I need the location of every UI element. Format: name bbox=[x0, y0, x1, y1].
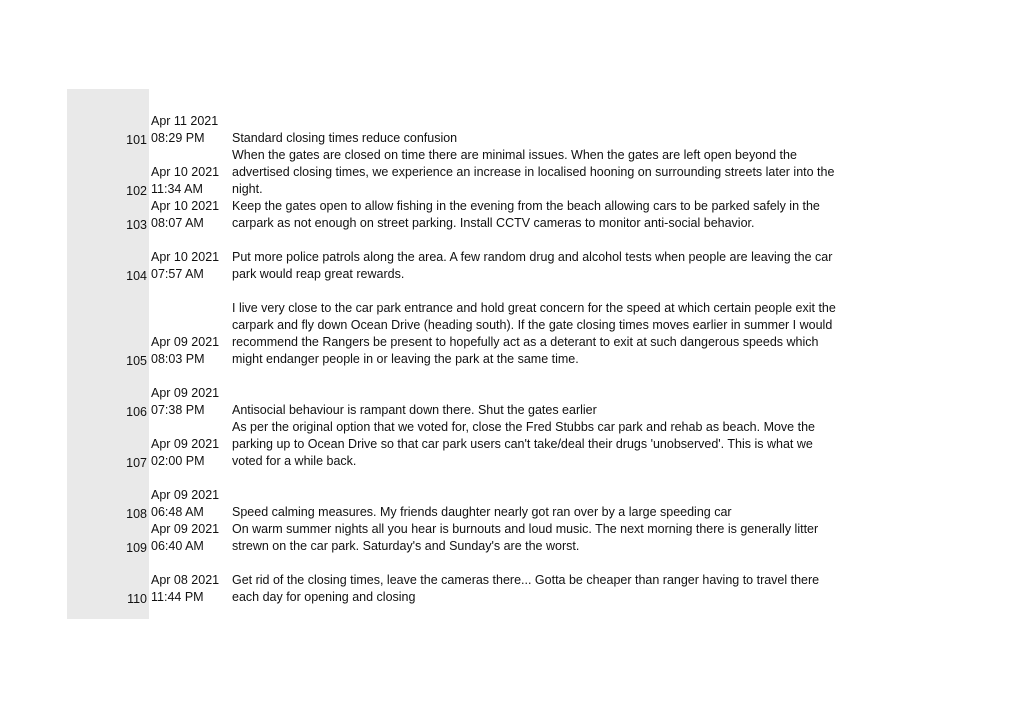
table-row bbox=[67, 572, 967, 606]
comment-date: Apr 09 2021 bbox=[151, 335, 220, 349]
comment-text bbox=[232, 504, 892, 521]
comment-line: Keep the gates open to allow fishing in the evening from the beach allowing cars to be parked safely in the bbox=[232, 199, 820, 213]
comment-time: 07:38 PM bbox=[151, 403, 205, 417]
comment-date: Apr 09 2021 bbox=[151, 437, 220, 451]
comment-date: Apr 09 2021 bbox=[151, 522, 220, 536]
table-row bbox=[67, 385, 967, 419]
comment-time: 06:48 AM bbox=[151, 505, 204, 519]
comment-text bbox=[232, 521, 892, 555]
comment-time: 08:03 PM bbox=[151, 352, 205, 366]
comment-line: advertised closing times, we experience an increase in localised hooning on surrounding streets later into the bbox=[232, 165, 835, 179]
row-number: 101 bbox=[126, 133, 147, 147]
row-number: 110 bbox=[127, 592, 147, 606]
table-row bbox=[67, 113, 967, 147]
row-number: 108 bbox=[126, 507, 147, 521]
comment-text bbox=[232, 419, 892, 470]
row-number: 107 bbox=[126, 456, 147, 470]
comment-line: On warm summer nights all you hear is burnouts and loud music. The next morning there is generally litter bbox=[232, 522, 819, 536]
comment-line: I live very close to the car park entrance and hold great concern for the speed at which certain people exit the bbox=[232, 301, 836, 315]
comment-text bbox=[232, 130, 892, 147]
comment-text bbox=[232, 572, 892, 606]
comment-line: strewn on the car park. Saturday's and Sunday's are the worst. bbox=[232, 539, 580, 553]
comment-line: When the gates are closed on time there are minimal issues. When the gates are left open beyond the bbox=[232, 148, 797, 162]
comment-text bbox=[232, 198, 892, 232]
comment-text bbox=[232, 147, 892, 198]
comment-line: recommend the Rangers be present to hopefully act as a deterant to exit at such dangerous speeds which bbox=[232, 335, 819, 349]
comment-line: carpark as not enough on street parking. Install CCTV cameras to monitor anti-social behavior. bbox=[232, 216, 755, 230]
comment-line: carpark and fly down Ocean Drive (heading south). If the gate closing times moves earlier in summer I would bbox=[232, 318, 833, 332]
comment-line: Get rid of the closing times, leave the cameras there... Gotta be cheaper than ranger having to travel there bbox=[232, 573, 820, 587]
table-row bbox=[67, 300, 967, 368]
comment-line: each day for opening and closing bbox=[232, 590, 416, 604]
comment-line: As per the original option that we voted for, close the Fred Stubbs car park and rehab as beach. Move the bbox=[232, 420, 815, 434]
row-number: 104 bbox=[126, 269, 147, 283]
comment-line: Standard closing times reduce confusion bbox=[232, 131, 458, 145]
comment-time: 07:57 AM bbox=[151, 267, 204, 281]
row-number: 105 bbox=[126, 354, 147, 368]
comment-time: 02:00 PM bbox=[151, 454, 205, 468]
table-row bbox=[67, 487, 967, 521]
row-number: 106 bbox=[126, 405, 147, 419]
comment-line: park would reap great rewards. bbox=[232, 267, 405, 281]
comment-date: Apr 09 2021 bbox=[151, 386, 220, 400]
row-number: 109 bbox=[126, 541, 147, 555]
table-row bbox=[67, 147, 967, 198]
comment-date: Apr 09 2021 bbox=[151, 488, 220, 502]
comment-time: 08:07 AM bbox=[151, 216, 204, 230]
comment-line: Antisocial behaviour is rampant down there. Shut the gates earlier bbox=[232, 403, 597, 417]
comment-date: Apr 08 2021 bbox=[151, 573, 220, 587]
comment-date: Apr 11 2021 bbox=[151, 114, 219, 128]
comment-line: might endanger people in or leaving the park at the same time. bbox=[232, 352, 579, 366]
comment-text bbox=[232, 300, 892, 368]
comment-line: night. bbox=[232, 182, 263, 196]
comment-time: 11:34 AM bbox=[151, 182, 203, 196]
comment-date: Apr 10 2021 bbox=[151, 250, 220, 264]
table-row bbox=[67, 521, 967, 555]
comment-time: 08:29 PM bbox=[151, 131, 205, 145]
comment-line: Speed calming measures. My friends daughter nearly got ran over by a large speeding car bbox=[232, 505, 732, 519]
comment-line: Put more police patrols along the area. A few random drug and alcohol tests when people are leaving the car bbox=[232, 250, 833, 264]
table-row bbox=[67, 198, 967, 232]
table-row bbox=[67, 249, 967, 283]
comment-text bbox=[232, 249, 892, 283]
table-row bbox=[67, 419, 967, 470]
row-number: 102 bbox=[126, 184, 147, 198]
comment-text bbox=[232, 402, 892, 419]
row-number: 103 bbox=[126, 218, 147, 232]
comment-line: voted for a while back. bbox=[232, 454, 357, 468]
comment-date: Apr 10 2021 bbox=[151, 165, 220, 179]
comment-line: parking up to Ocean Drive so that car park users can't take/deal their drugs 'unobserved'. This is what we bbox=[232, 437, 813, 451]
comment-time: 11:44 PM bbox=[151, 590, 204, 604]
comment-date: Apr 10 2021 bbox=[151, 199, 220, 213]
comment-time: 06:40 AM bbox=[151, 539, 204, 553]
